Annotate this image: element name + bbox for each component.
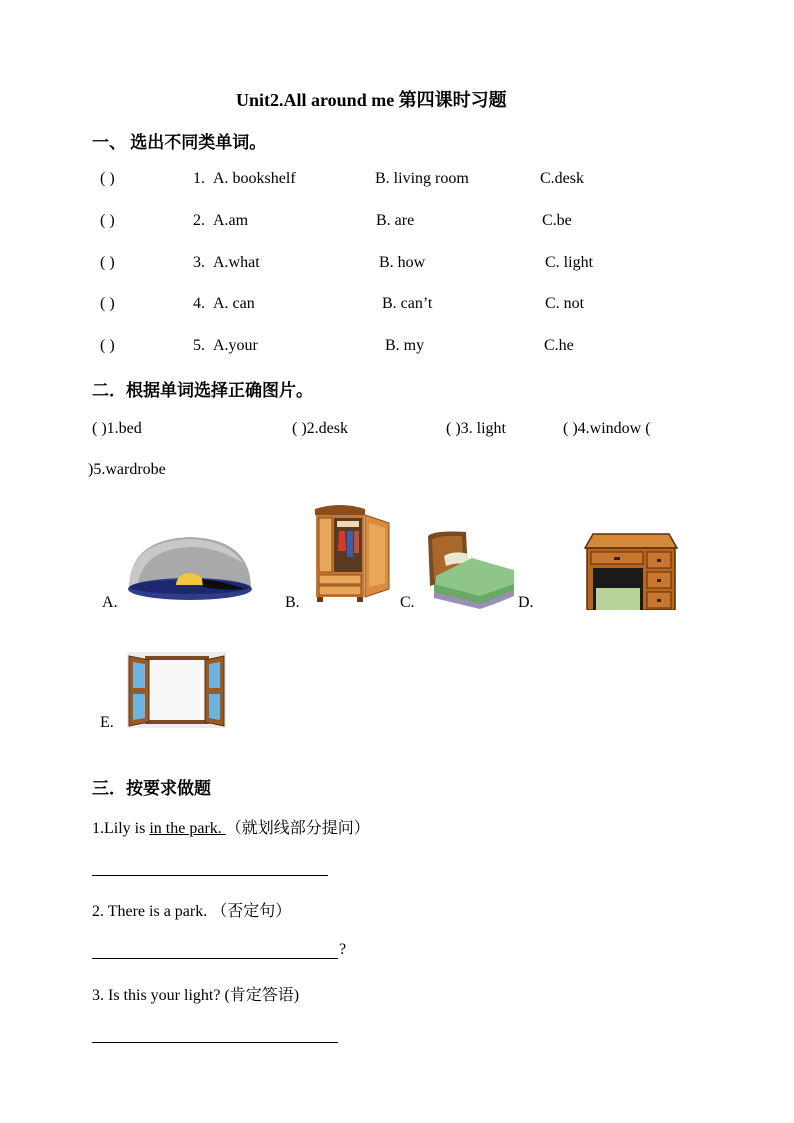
section1-heading: 一、 选出不同类单词。 (92, 133, 267, 152)
option-a: A. bookshelf (213, 170, 296, 187)
match-item-window[interactable]: ( )4.window ( (563, 420, 651, 437)
question-mark: ? (339, 941, 347, 958)
picture-label-a: A. (102, 594, 118, 611)
question-number: 2. (193, 212, 205, 229)
option-a: A. can (213, 295, 255, 312)
answer-line-1[interactable] (92, 875, 328, 876)
question-1-instruction: （就划线部分提问） (225, 820, 370, 837)
match-item-light[interactable]: ( )3. light (446, 420, 506, 437)
answer-blank[interactable]: ( ) (100, 212, 115, 229)
option-c: C.be (542, 212, 572, 229)
match-item-desk[interactable]: ( )2.desk (292, 420, 348, 437)
underlined-phrase: in the park. (149, 820, 226, 837)
page-title: Unit2.All around me 第四课时习题 (236, 90, 507, 110)
question-1 (92, 815, 370, 838)
option-c: C.he (544, 337, 574, 354)
picture-label-d: D. (518, 594, 534, 611)
answer-blank[interactable]: ( ) (100, 254, 115, 271)
answer-line-2[interactable] (92, 958, 338, 959)
question-2: 2. There is a park. （否定句） (92, 903, 292, 920)
answer-blank[interactable]: ( ) (100, 295, 115, 312)
question-number: 1. (193, 170, 205, 187)
option-a: A.am (213, 212, 249, 229)
option-b: B. how (379, 254, 426, 271)
desk-icon (583, 530, 678, 610)
question-number: 4. (193, 295, 205, 312)
section2-heading: 二．根据单词选择正确图片。 (92, 381, 313, 400)
match-item-bed[interactable]: ( )1.bed (92, 420, 142, 437)
question-1-prefix: 1.Lily is (92, 820, 150, 837)
option-b: B. are (376, 212, 415, 229)
bed-icon (426, 530, 518, 609)
option-b: B. can’t (382, 295, 433, 312)
wardrobe-icon (313, 501, 392, 603)
picture-label-b: B. (285, 594, 300, 611)
match-item-wardrobe[interactable]: )5.wardrobe (88, 461, 166, 478)
option-a: A.what (213, 254, 260, 271)
option-c: C.desk (540, 170, 584, 187)
answer-blank[interactable]: ( ) (100, 170, 115, 187)
window-icon (127, 652, 226, 728)
option-c: C. not (545, 295, 585, 312)
question-3: 3. Is this your light? (肯定答语) (92, 987, 300, 1004)
picture-label-c: C. (400, 594, 415, 611)
answer-blank[interactable]: ( ) (100, 337, 115, 354)
option-b: B. my (385, 337, 425, 354)
section3-heading: 三．按要求做题 (92, 779, 211, 798)
answer-line-3[interactable] (92, 1042, 338, 1043)
question-number: 5. (193, 337, 205, 354)
option-c: C. light (545, 254, 594, 271)
option-b: B. living room (375, 170, 469, 187)
picture-label-e: E. (100, 714, 114, 731)
question-number: 3. (193, 254, 205, 271)
option-a: A.your (213, 337, 258, 354)
lamp-icon (127, 527, 253, 603)
